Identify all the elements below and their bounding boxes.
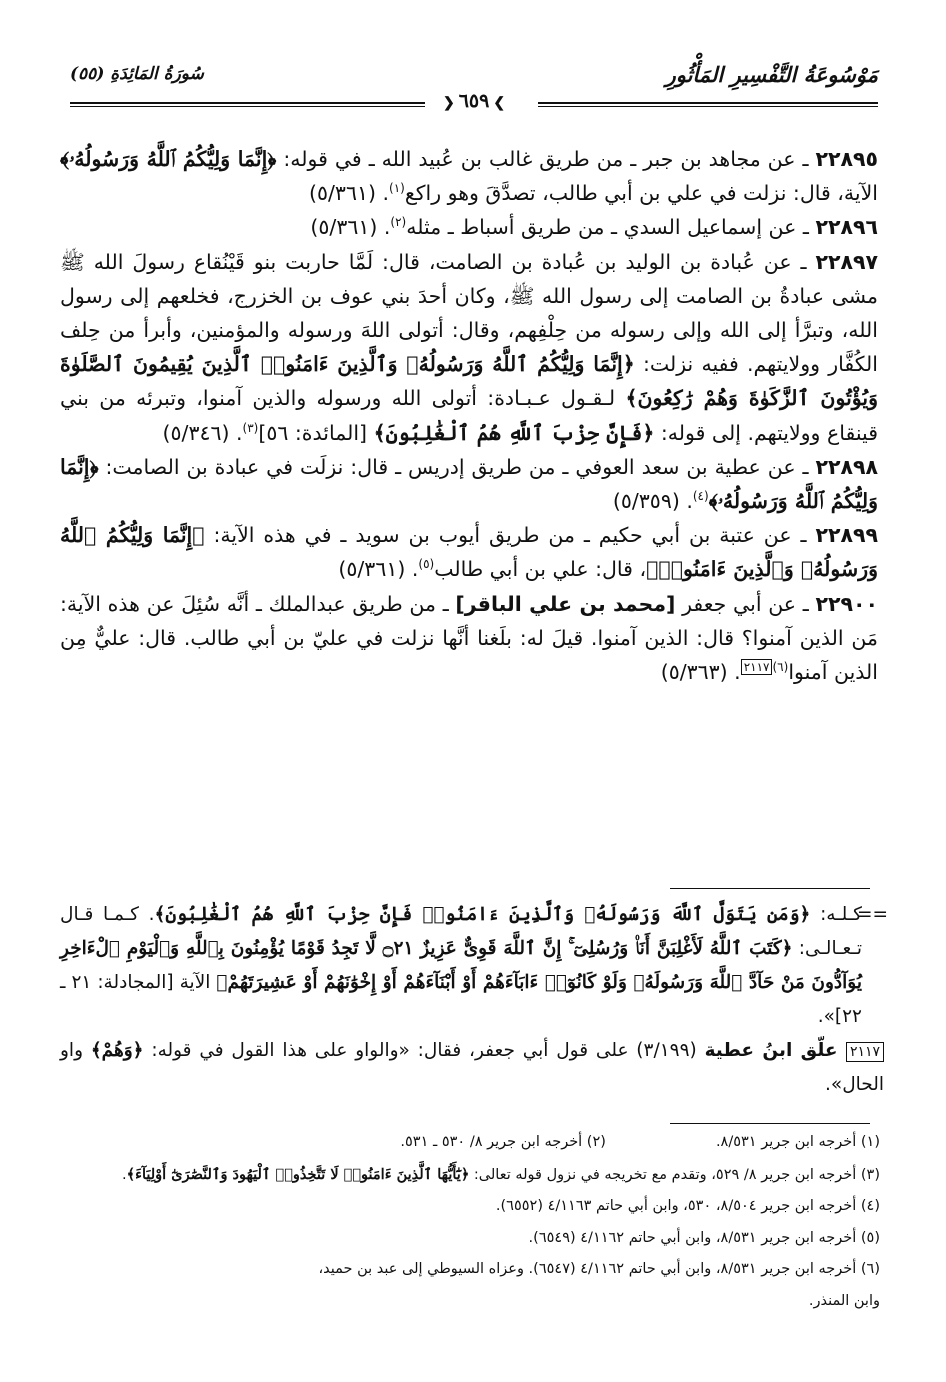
footnote-divider [670, 1123, 870, 1124]
quran-quote: ﴿إِنَّمَا وَلِيُّكُمُ ٱللَّهُ وَرَسُولُهُۥ وَٱلَّذِينَ ءَامَنُوا۟﴾ [60, 523, 878, 582]
source-ref: . (٥/٣٦٣) [660, 660, 741, 685]
book-title: مَوْسُوعَةُ التَّفْسِيرِ المَأْثُورِ [665, 62, 878, 87]
entry-22897: ٢٢٨٩٧ ـ عن عُبادة بن الوليد بن عُبادة بن الصامت، قال: لَمَّا حاربت بنو قَيْنُقاع رسولَ الله ﷺ مشى عبادةُ بن الصامت إلى رسول الله ﷺ، وكان أحدَ بني عوف بن الخزرج، فخلعهم إلى رسول الله، وتبرَّأ إلى الله وإلى رسوله من حِلْفِهم، وقال: أتولى اللهَ ورسوله والمؤمنين، وأبرأ من حِلف الكُفَّار وولايتهم. ففيه نزلت: ﴿إِنَّمَا وَلِيُّكُمُ ٱللَّهُ وَرَسُولُهُۥ وَٱلَّذِينَ ءَامَنُوا۟ ٱلَّذِينَ يُقِيمُونَ ٱلصَّلَوٰةَ وَيُؤْتُونَ ٱلزَّكَوٰةَ وَهُمْ رَٰكِعُونَ﴾ لـقـول عـبـادة: أتولى الله ورسوله والذين آمنوا، وتبرئه من بني قينقاع وولايتهم. إلى قوله: ﴿فَإِنَّ حِزْبَ ٱللَّهِ هُمُ ٱلْغَٰلِبُونَ﴾ [المائدة: ٥٦]$^{(٣)}$. (٥/٣٤٦) [60, 249, 878, 445]
source-ref: . (٥/٣٦١) [310, 215, 391, 240]
header-rule-right [538, 102, 878, 104]
quran-quote: ﴿وَهُمْ﴾ [90, 1040, 144, 1061]
footnotes [60, 1127, 880, 1317]
surah-label: سُورَةُ المَائِدَةِ (٥٥) [70, 64, 204, 84]
quran-quote: ﴿وَمَن يَتَوَلَّ ٱللَّهَ وَرَسُولَهُۥ وَٱلَّذِينَ ءَامَنُوا۟ فَإِنَّ حِزْبَ ٱللَّهِ هُمُ ٱلْغَٰلِبُونَ﴾ [154, 904, 811, 925]
continuation-mark: == [856, 904, 888, 925]
bracket-name: [محمد بن علي الباقر] [455, 591, 676, 616]
quran-quote: ﴿فَإِنَّ حِزْبَ ٱللَّهِ هُمُ ٱلْغَٰلِبُونَ﴾ [373, 420, 655, 445]
commentary-ibn-atiyya: ٢١١٧ علّق ابنُ عطية (٣/١٩٩) على قول أبي جعفر، فقال: «والواو على هذا القول في قوله: ﴿وَهُمْ﴾ واو الحال». [60, 1040, 884, 1095]
page-number-band [70, 92, 878, 114]
commentary-box-label: ٢١١٧ [846, 1042, 884, 1062]
entry-number: ٢٢٨٩٧ [815, 249, 878, 274]
entry-22899: ٢٢٨٩٩ ـ عن عتبة بن أبي حكيم ـ من طريق أيوب بن سويد ـ في هذه الآية: ﴿إِنَّمَا وَلِيُّكُمُ ٱللَّهُ وَرَسُولُهُۥ وَٱلَّذِينَ ءَامَنُوا۟﴾، قال: علي بن أبي طالب$^{(٥)}$. (٥/٣٦١) [60, 523, 878, 582]
footnote-2: (٢) أخرجه ابن جرير ٨/ ٥٣٠ ـ ٥٣١. [400, 1134, 606, 1150]
entry-22896: ٢٢٨٩٦ ـ عن إسماعيل السدي ـ من طريق أسباط ـ مثله$^{(٢)}$. (٥/٣٦١) [310, 215, 878, 240]
page-number: ❯٦٥٩❮ [433, 90, 515, 112]
footnote-6: (٦) أخرجه ابن جرير ٨/٥٣١، وابن أبي حاتم ٤/١١٦٢ (٦٥٤٧). وعزاه السيوطي إلى عبد بن حميد، [318, 1261, 880, 1277]
entry-22900: ٢٢٩٠٠ ـ عن أبي جعفر [محمد بن علي الباقر] ـ من طريق عبدالملك ـ أنَّه سُئِلَ عن هذه الآية: مَن الذين آمنوا؟ قال: الذين آمنوا. قيلَ له: بلَغنا أنَّها نزلت في عليّ بن أبي طالب. قال: عليٌّ مِن الذين آمنوا$^{(٦)}$٢١١٧. (٥/٣٦٣) [60, 591, 878, 685]
footnote-5: (٥) أخرجه ابن جرير ٨/٥٣١، وابن أبي حاتم ٤/١١٦٢ (٦٥٤٩). [528, 1229, 880, 1246]
footnote-marker[interactable]: (٥) [418, 557, 435, 572]
footnote-marker[interactable]: (٢) [390, 215, 407, 230]
source-ref: . (٥/٣٥٩) [612, 489, 693, 514]
ornament-icon: ❯ [493, 95, 506, 111]
entry-22895: ٢٢٨٩٥ ـ عن مجاهد بن جبر ـ من طريق غالب بن عُبيد الله ـ في قوله: ﴿إِنَّمَا وَلِيُّكُمُ ٱللَّهُ وَرَسُولُهُۥ﴾ الآية، قال: نزلت في علي بن أبي طالب، تصدَّقَ وهو راكع$^{(١)}$. (٥/٣٦١) [60, 147, 878, 206]
commentary-continued: كـلـه: ﴿وَمَن يَتَوَلَّ ٱللَّهَ وَرَسُولَهُۥ وَٱلَّذِينَ ءَامَنُوا۟ فَإِنَّ حِزْبَ ٱللَّهِ هُمُ ٱلْغَٰلِبُونَ﴾. كـمـا قـال تـعـالـى: ﴿كَتَبَ ٱللَّهُ لَأَغْلِبَنَّ أَنَا۠ وَرُسُلِىٓ ۚ إِنَّ ٱللَّهَ قَوِىٌّ عَزِيزٌ ۝٢١ لَّا تَجِدُ قَوْمًا يُؤْمِنُونَ بِٱللَّهِ وَٱلْيَوْمِ ٱلْءَاخِرِ يُوَآدُّونَ مَنْ حَآدَّ ٱللَّهَ وَرَسُولَهُۥ وَلَوْ كَانُوٓا۟ ءَابَآءَهُمْ أَوْ أَبْنَآءَهُمْ أَوْ إِخْوَٰنَهُمْ أَوْ عَشِيرَتَهُمْ﴾ الآية [المجادلة: ٢١ ـ ٢٢]». [60, 904, 862, 1027]
source-ref: . (٥/٣٤٦) [162, 420, 243, 445]
page-header [70, 62, 878, 112]
ornament-icon: ❮ [442, 95, 455, 111]
footnote-6-cont: وابن المنذر. [808, 1292, 880, 1309]
footnote-marker[interactable]: (٤) [692, 489, 709, 504]
quran-quote: ﴿إِنَّمَا وَلِيُّكُمُ ٱللَّهُ وَرَسُولُهُۥ﴾ [60, 454, 878, 514]
source-ref: . (٥/٣٦١) [338, 557, 419, 582]
quran-quote: ﴿إِنَّمَا وَلِيُّكُمُ ٱللَّهُ وَرَسُولُهُۥ﴾ [60, 147, 277, 171]
entry-number: ٢٢٨٩٥ [815, 147, 878, 171]
quran-quote: ﴿يَٰٓأَيُّهَا ٱلَّذِينَ ءَامَنُوا۟ لَا تَتَّخِذُوا۟ ٱلْيَهُودَ وَٱلنَّصَٰرَىٰٓ أَوْلِيَآءَ﴾ [126, 1165, 470, 1183]
entry-22898: ٢٢٨٩٨ ـ عن عطية بن سعد العوفي ـ من طريق إدريس ـ قال: نزلَت في عبادة بن الصامت: ﴿إِنَّمَا وَلِيُّكُمُ ٱللَّهُ وَرَسُولُهُۥ﴾$^{(٤)}$. (٥/٣٥٩) [60, 454, 878, 514]
entry-number: ٢٢٨٩٩ [815, 523, 878, 548]
commentary-notes [60, 898, 888, 1102]
quran-quote: ﴿إِنَّمَا وَلِيُّكُمُ ٱللَّهُ وَرَسُولُهُۥ وَٱلَّذِينَ ءَامَنُوا۟ ٱلَّذِينَ يُقِيمُونَ ٱلصَّلَوٰةَ وَيُؤْتُونَ ٱلزَّكَوٰةَ وَهُمْ رَٰكِعُونَ﴾ [60, 352, 878, 411]
main-text [60, 142, 878, 689]
footnote-marker[interactable]: (١) [389, 181, 405, 196]
header-rule-left [70, 102, 425, 104]
commentary-box-ref[interactable]: ٢١١٧ [741, 659, 773, 675]
footnote-1: (١) أخرجه ابن جرير ٨/٥٣١. [715, 1134, 880, 1150]
section-divider [670, 888, 870, 889]
quran-quote: ﴿كَتَبَ ٱللَّهُ لَأَغْلِبَنَّ أَنَا۠ وَرُسُلِىٓ ۚ إِنَّ ٱللَّهَ قَوِىٌّ عَزِيزٌ ۝٢١ لَّا تَجِدُ قَوْمًا يُؤْمِنُونَ بِٱللَّهِ وَٱلْيَوْمِ ٱلْءَاخِرِ يُوَآدُّونَ مَنْ حَآدَّ ٱللَّهَ وَرَسُولَهُۥ وَلَوْ كَانُوٓا۟ ءَابَآءَهُمْ أَوْ أَبْنَآءَهُمْ أَوْ إِخْوَٰنَهُمْ أَوْ عَشِيرَتَهُمْ﴾ [60, 938, 862, 993]
footnote-pair [60, 1127, 880, 1159]
footnote-marker[interactable]: (٣) [242, 420, 259, 435]
entry-number: ٢٢٨٩٨ [815, 454, 878, 479]
footnote-3: (٣) أخرجه ابن جرير ٨/ ٥٢٩، وتقدم مع تخريجه في نزول قوله تعالى: ﴿يَٰٓأَيُّهَا ٱلَّذِينَ ءَامَنُوا۟ لَا تَتَّخِذُوا۟ ٱلْيَهُودَ وَٱلنَّصَٰرَىٰٓ أَوْلِيَآءَ﴾. [122, 1165, 880, 1183]
entry-number: ٢٢٩٠٠ [815, 591, 878, 616]
entry-number: ٢٢٨٩٦ [815, 215, 878, 240]
source-ref: . (٥/٣٦١) [309, 181, 389, 206]
footnote-4: (٤) أخرجه ابن جرير ٨/٥٠٤، ٥٣٠، وابن أبي حاتم ٤/١١٦٣ (٦٥٥٢). [495, 1198, 880, 1214]
footnote-marker[interactable]: (٦) [772, 660, 789, 675]
